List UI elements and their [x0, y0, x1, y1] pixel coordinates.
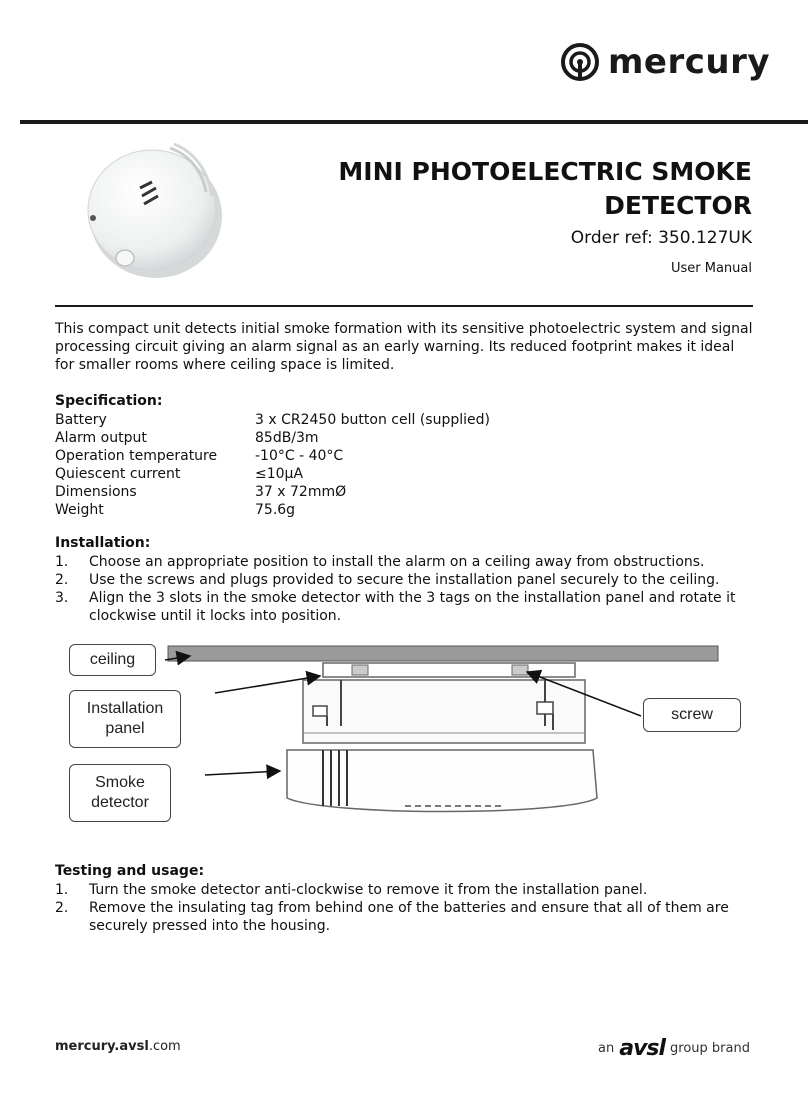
website-tld: .com: [148, 1039, 181, 1054]
group-brand: [598, 1036, 750, 1061]
list-item: [55, 589, 755, 625]
brand-logo: [560, 40, 770, 84]
screw-label: screw: [643, 698, 741, 732]
list-item: [55, 881, 755, 899]
document-type: User Manual: [670, 261, 752, 276]
brand-name: mercury: [608, 42, 771, 82]
testing-heading: Testing and usage:: [55, 863, 205, 879]
smoke-detector-label: [69, 764, 171, 822]
page-title: MINI PHOTOELECTRIC SMOKE DETECTOR: [338, 157, 752, 220]
spec-value: 37 x 72mmØ: [255, 484, 347, 500]
spec-row: [55, 447, 490, 465]
spec-value: 75.6g: [255, 502, 296, 518]
list-item: [55, 899, 755, 935]
step-text: Use the screws and plugs provided to secure the installation panel securely to the ceiling.: [89, 572, 720, 588]
step-text: Choose an appropriate position to install the alarm on a ceiling away from obstructions.: [89, 554, 705, 570]
header-divider: [55, 305, 753, 307]
footer-website[interactable]: [55, 1039, 181, 1054]
installation-panel-label: [69, 690, 181, 748]
label-line: Smoke: [95, 774, 145, 791]
step-text: Align the 3 slots in the smoke detector with the 3 tags on the installation panel and rotate it clockwise until it locks into position.: [89, 590, 736, 624]
step-text: Turn the smoke detector anti-clockwise to remove it from the installation panel.: [89, 882, 648, 898]
mercury-logo-icon: [560, 42, 600, 82]
spec-value: ≤10μA: [255, 466, 304, 482]
ceiling-label: ceiling: [69, 644, 156, 676]
label-line: panel: [105, 720, 145, 737]
spec-label: Operation temperature: [55, 448, 218, 464]
step-text: Remove the insulating tag from behind one of the batteries and ensure that all of them are securely pressed into the housing.: [89, 900, 729, 934]
list-item: [55, 571, 755, 589]
label-line: Installation: [86, 700, 164, 717]
installation-heading: Installation:: [55, 535, 151, 551]
intro-paragraph: This compact unit detects initial smoke formation with its sensitive photoelectric system and signal processing circuit giving an alarm signal as an early warning. Its reduced footprint makes it ideal for smaller rooms where ceiling space is limited.: [55, 321, 753, 373]
website-domain: mercury.avsl: [55, 1039, 149, 1054]
label-line: detector: [91, 794, 149, 811]
testing-steps: [55, 881, 755, 935]
top-rule: [20, 120, 808, 124]
spec-value: -10°C - 40°C: [255, 448, 344, 464]
installation-diagram: [65, 638, 730, 838]
spec-row: [55, 501, 490, 519]
avsl-logo: avsl: [619, 1036, 666, 1061]
step-number: 3.: [55, 590, 69, 606]
spec-label: Battery: [55, 412, 107, 428]
spec-row: [55, 429, 490, 447]
spec-row: [55, 465, 490, 483]
step-number: 2.: [55, 900, 69, 916]
spec-label: Quiescent current: [55, 466, 181, 482]
step-number: 1.: [55, 554, 69, 570]
step-number: 2.: [55, 572, 69, 588]
spec-value: 85dB/3m: [255, 430, 319, 446]
spec-row: [55, 483, 490, 501]
step-number: 1.: [55, 882, 69, 898]
brand-prefix: an: [598, 1041, 615, 1056]
spec-label: Dimensions: [55, 484, 137, 500]
specification-heading: Specification:: [55, 393, 163, 409]
specification-table: [55, 411, 490, 519]
list-item: [55, 553, 755, 571]
brand-suffix: group brand: [670, 1041, 750, 1056]
spec-label: Alarm output: [55, 430, 147, 446]
spec-row: [55, 411, 490, 429]
spec-value: 3 x CR2450 button cell (supplied): [255, 412, 490, 428]
spec-label: Weight: [55, 502, 104, 518]
product-photo: [78, 130, 226, 282]
installation-steps: [55, 553, 755, 625]
order-reference: Order ref: 350.127UK: [570, 228, 752, 248]
